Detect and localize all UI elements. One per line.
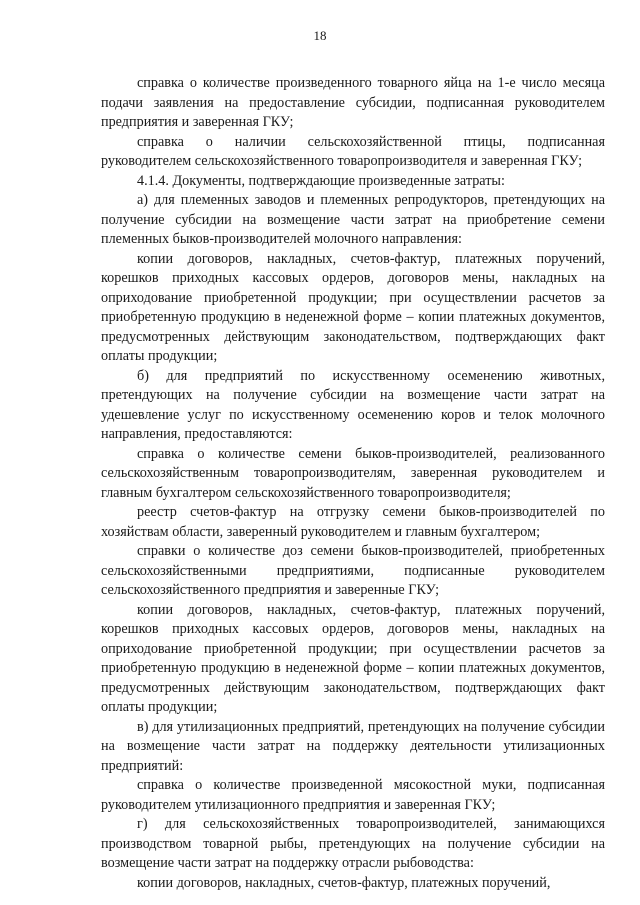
paragraph-semen-certificate: справка о количестве семени быков-производителей, реализованного сельскохозяйственным товаропроизводителям, заверенная руководителем и главным бухгалтером сельскохозяйственного товаропроизводителя; (101, 445, 605, 501)
paragraph-egg-certificate: справка о количестве произведенного товарного яйца на 1-е число месяца подачи заявления на предоставление субсидии, подписанная руководителем предприятия и заверенная ГКУ; (101, 75, 605, 130)
document-body (101, 74, 605, 893)
paragraph-contract-copies-b: копии договоров, накладных, счетов-фактур, платежных поручений, корешков приходных кассовых ордеров, договоров мены, накладных на оприходование приобретенной продукции; при осуществлении расчетов за приобретенную продукцию в неденежной форме – копии платежных документов, предусмотренных действующим законодательством, подтверждающих факт оплаты продукции; (101, 601, 605, 715)
section-heading-4-1-4: 4.1.4. Документы, подтверждающие произведенные затраты: (137, 172, 505, 189)
paragraph-invoice-register: реестр счетов-фактур на отгрузку семени быков-производителей по хозяйствам области, заверенный руководителем и главным бухгалтером; (101, 504, 605, 540)
paragraph-dose-certificates: справки о количестве доз семени быков-производителей, приобретенных сельскохозяйственными предприятиями, подписанные руководителем сельскохозяйственного предприятия и заверенные ГКУ; (101, 543, 605, 598)
page-number: 18 (313, 28, 327, 43)
paragraph-contract-copies-a: копии договоров, накладных, счетов-фактур, платежных поручений, корешков приходных кассовых ордеров, договоров мены, накладных на оприходование приобретенной продукции; при осуществлении расчетов за приобретенную продукцию в неденежной форме – копии платежных документов, предусмотренных действующим законодательством, подтверждающих факт оплаты продукции; (101, 250, 605, 364)
paragraph-item-g: г) для сельскохозяйственных товаропроизводителей, занимающихся производством товарной рыбы, претендующих на получение субсидии на возмещение части затрат на поддержку отрасли рыбоводства: (101, 816, 605, 871)
paragraph-item-v: в) для утилизационных предприятий, претендующих на получение субсидии на возмещение части затрат на поддержку деятельности утилизационных предприятий: (101, 718, 605, 774)
paragraph-item-b: б) для предприятий по искусственному осеменению животных, претендующих на получение субсидии на возмещение части затрат на удешевление услуг по искусственному осеменению коров и телок молочного направления, предоставляются: (101, 367, 605, 442)
paragraph-contract-copies-g: копии договоров, накладных, счетов-фактур, платежных поручений, (137, 874, 551, 891)
paragraph-poultry-certificate: справка о наличии сельскохозяйственной птицы, подписанная руководителем сельскохозяйственного товаропроизводителя и заверенная ГКУ; (101, 133, 605, 169)
paragraph-bone-meal-certificate: справка о количестве произведенной мясокостной муки, подписанная руководителем утилизационного предприятия и заверенная ГКУ; (101, 777, 605, 813)
paragraph-item-a: а) для племенных заводов и племенных репродукторов, претендующих на получение субсидии на возмещение части затрат на приобретение семени племенных быков-производителей молочного направления: (101, 192, 605, 247)
